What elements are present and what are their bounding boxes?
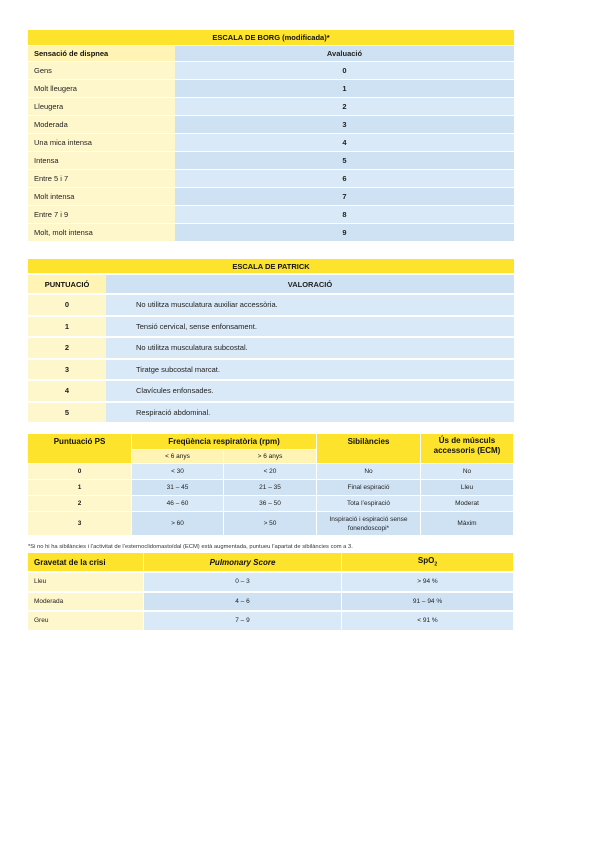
patrick-col-value: VALORACIÓ (106, 275, 514, 295)
borg-value: 8 (175, 206, 514, 224)
table-row (28, 593, 514, 613)
borg-value: 1 (175, 80, 514, 98)
table-row (28, 62, 514, 80)
crisis-score: 7 – 9 (144, 612, 342, 632)
pulmonary-score-table (28, 434, 514, 536)
borg-label: Molt intensa (28, 188, 175, 206)
ps-gt6: > 50 (224, 512, 317, 536)
ps-lt6: < 30 (132, 464, 224, 480)
table-row (28, 295, 514, 317)
patrick-text: Tiratge subcostal marcat. (106, 360, 514, 382)
table-row (28, 496, 514, 512)
ps-wheeze: Final espiració (317, 480, 421, 496)
crisis-severity: Moderada (28, 593, 144, 613)
ps-wheeze: Inspiració i espiració sense fonendoscopi* (317, 512, 421, 536)
crisis-severity: Greu (28, 612, 144, 632)
patrick-col-score: PUNTUACIÓ (28, 275, 106, 295)
ps-col-wheeze: Sibilàncies (317, 434, 421, 464)
table-row (28, 338, 514, 360)
patrick-score: 5 (28, 403, 106, 425)
borg-label: Gens (28, 62, 175, 80)
patrick-score: 0 (28, 295, 106, 317)
table-row (28, 134, 514, 152)
patrick-text: No utilitza musculatura auxiliar accessòria. (106, 295, 514, 317)
borg-label: Intensa (28, 152, 175, 170)
borg-label: Entre 7 i 9 (28, 206, 175, 224)
table-row (28, 612, 514, 632)
table-row (28, 224, 514, 242)
table-row (28, 317, 514, 339)
borg-value: 3 (175, 116, 514, 134)
table-row (28, 360, 514, 382)
ps-lt6: 46 – 60 (132, 496, 224, 512)
ps-wheeze: Tota l’espiració (317, 496, 421, 512)
ps-col-rate: Freqüència respiratòria (rpm) (132, 434, 317, 450)
table-row (28, 80, 514, 98)
crisis-spo2: 91 – 94 % (342, 593, 514, 613)
ps-footnote: *Si no hi ha sibilàncies i l’activitat de l’esternoclidomastoïdal (ECM) està augmentada, puntueu l’apartat de sibilàncies com a 3. (28, 544, 353, 550)
table-row (28, 98, 514, 116)
ps-col-lt6: < 6 anys (132, 450, 224, 464)
table-row (28, 116, 514, 134)
table-row (28, 206, 514, 224)
patrick-score: 4 (28, 381, 106, 403)
table-row (28, 403, 514, 425)
table-row (28, 480, 514, 496)
table-row (28, 152, 514, 170)
crisis-score: 0 – 3 (144, 573, 342, 593)
ps-col-muscles: Ús de músculs accessoris (ECM) (421, 434, 514, 464)
ps-lt6: > 60 (132, 512, 224, 536)
borg-value: 7 (175, 188, 514, 206)
crisis-col-score: Pulmonary Score (144, 553, 342, 573)
borg-col-sensation: Sensació de dispnea (28, 46, 175, 62)
spo2-label: SpO (417, 556, 435, 566)
table-row (28, 381, 514, 403)
borg-value: 5 (175, 152, 514, 170)
borg-label: Molt, molt intensa (28, 224, 175, 242)
patrick-text: Tensió cervical, sense enfonsament. (106, 317, 514, 339)
borg-scale-table (28, 30, 514, 242)
borg-label: Entre 5 i 7 (28, 170, 175, 188)
ps-score: 1 (28, 480, 132, 496)
table-row (28, 573, 514, 593)
patrick-score: 2 (28, 338, 106, 360)
ps-wheeze: No (317, 464, 421, 480)
table-row (28, 170, 514, 188)
borg-label: Molt lleugera (28, 80, 175, 98)
ps-col-gt6: > 6 anys (224, 450, 317, 464)
ps-muscles: Màxim (421, 512, 514, 536)
borg-value: 2 (175, 98, 514, 116)
borg-label: Lleugera (28, 98, 175, 116)
patrick-title: ESCALA DE PATRICK (28, 259, 514, 275)
patrick-text: No utilitza musculatura subcostal. (106, 338, 514, 360)
crisis-col-spo2 (342, 553, 514, 573)
table-row (28, 188, 514, 206)
crisis-severity-table (28, 553, 514, 632)
borg-label: Moderada (28, 116, 175, 134)
patrick-text: Clavícules enfonsades. (106, 381, 514, 403)
borg-col-value: Avaluació (175, 46, 514, 62)
table-row (28, 512, 514, 536)
crisis-spo2: > 94 % (342, 573, 514, 593)
crisis-spo2: < 91 % (342, 612, 514, 632)
crisis-col-severity: Gravetat de la crisi (28, 553, 144, 573)
ps-muscles: Moderat (421, 496, 514, 512)
ps-gt6: 36 – 50 (224, 496, 317, 512)
borg-title: ESCALA DE BORG (modificada)* (28, 30, 514, 46)
ps-score: 2 (28, 496, 132, 512)
ps-col-score: Puntuació PS (28, 434, 132, 464)
ps-muscles: No (421, 464, 514, 480)
spo2-subscript: 2 (434, 561, 438, 568)
table-row (28, 464, 514, 480)
borg-value: 0 (175, 62, 514, 80)
crisis-severity: Lleu (28, 573, 144, 593)
ps-score: 3 (28, 512, 132, 536)
ps-muscles: Lleu (421, 480, 514, 496)
borg-value: 9 (175, 224, 514, 242)
patrick-score: 3 (28, 360, 106, 382)
patrick-text: Respiració abdominal. (106, 403, 514, 425)
ps-score: 0 (28, 464, 132, 480)
borg-value: 6 (175, 170, 514, 188)
patrick-score: 1 (28, 317, 106, 339)
ps-gt6: < 20 (224, 464, 317, 480)
patrick-scale-table (28, 259, 514, 424)
borg-value: 4 (175, 134, 514, 152)
borg-label: Una mica intensa (28, 134, 175, 152)
ps-gt6: 21 – 35 (224, 480, 317, 496)
ps-lt6: 31 – 45 (132, 480, 224, 496)
crisis-score: 4 – 6 (144, 593, 342, 613)
